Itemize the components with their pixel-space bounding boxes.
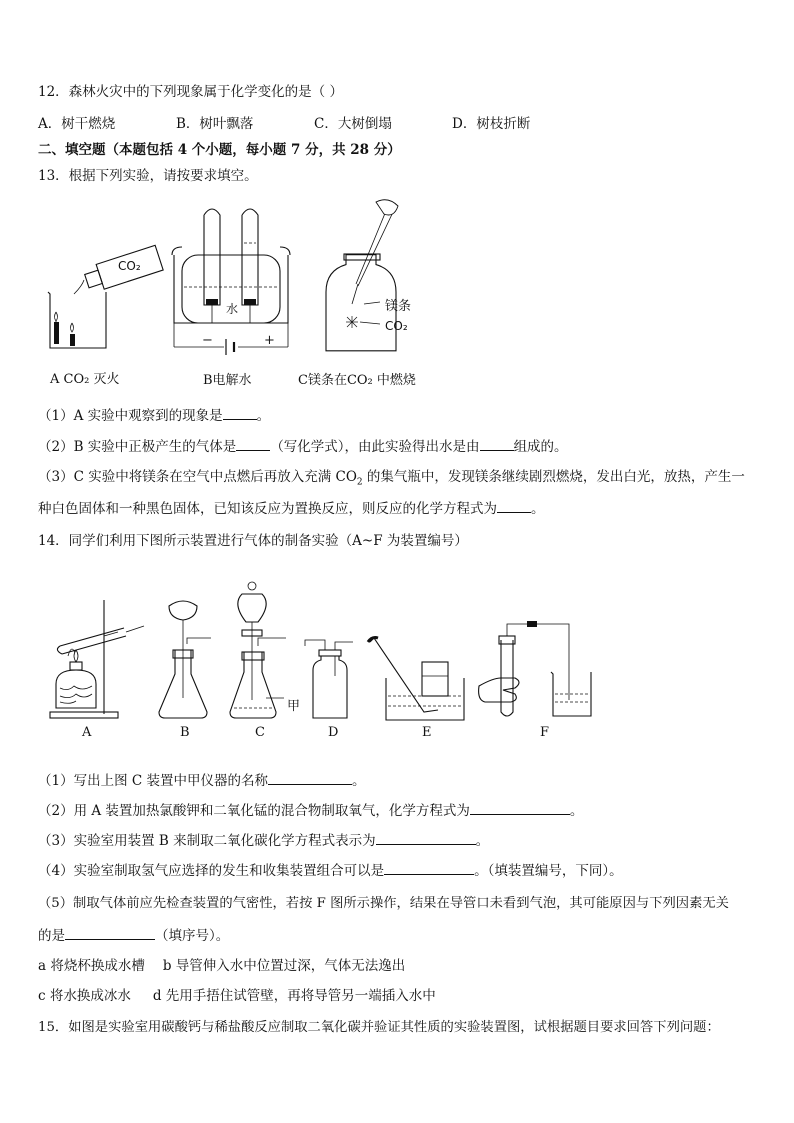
mg-burning-c-drawing: [318, 196, 428, 356]
answer-blank[interactable]: [497, 498, 531, 513]
q13-part2-end: 组成的。: [513, 439, 568, 455]
q13-part2: [38, 436, 568, 457]
mg-strip-label: 镁条: [385, 299, 412, 314]
q13-part3-text-cont: 的集气瓶中，发现镁条继续剧烈燃烧，发出白光，放热，产生一: [362, 469, 745, 485]
q14-part1: [38, 770, 366, 791]
q13-part1-text: （1）A 实验中观察到的现象是: [38, 408, 223, 424]
choice-a: a 将烧杯换成水槽: [38, 958, 145, 974]
q14-part1-end: 。: [352, 773, 366, 789]
apparatus-f-drawing: [475, 620, 595, 724]
q14-part3-end: 。: [475, 833, 490, 849]
caption-b: B电解水: [203, 373, 252, 388]
answer-blank[interactable]: [376, 830, 476, 845]
choice-d: d 先用手捂住试管壁，再将导管另一端插入水中: [152, 988, 436, 1004]
q14-part5-text: 的是: [38, 928, 65, 944]
answer-blank[interactable]: [384, 860, 474, 875]
electrolysis-b-drawing: [168, 195, 298, 355]
jia-label: 甲: [287, 699, 301, 714]
q12-option-c: C．大树倒塌: [314, 116, 392, 132]
q14-part3-text: （3）实验室用装置 B 来制取二氧化碳化学方程式表示为: [38, 833, 376, 849]
water-label: 水: [226, 302, 239, 316]
choice-b: b 导管伸入水中位置过深，气体无法逸出: [162, 958, 406, 974]
subscript: 2: [356, 477, 363, 488]
apparatus-e-drawing: [368, 636, 468, 722]
q14-stem: 14．同学们利用下图所示装置进行气体的制备实验（A~F 为装置编号）: [38, 533, 468, 549]
q14-choices-cd: [38, 986, 436, 1006]
apparatus-a-drawing: [40, 596, 150, 722]
label-b: B: [180, 725, 190, 740]
electrode-plus: +: [264, 333, 275, 348]
section-heading: 二、填空题（本题包括 4 个小题，每小题 7 分，共 28 分）: [38, 142, 401, 158]
q14-part4: [38, 860, 623, 881]
q13-part1-end: 。: [256, 408, 271, 424]
q14-part5-line2: [38, 925, 229, 946]
q12-option-b: B．树叶飘落: [176, 116, 254, 132]
q12-option-d: D．树枝折断: [452, 116, 531, 132]
answer-blank[interactable]: [223, 405, 257, 420]
q13-part3-end: 。: [531, 501, 545, 517]
q14-part5-end: （填序号）。: [155, 928, 230, 944]
electrode-minus: −: [202, 333, 213, 348]
beaker-a-drawing: [40, 240, 160, 355]
q13-part2-mid: （写化学式），由此实验得出水是由: [270, 439, 480, 455]
q14-part2-text: （2）用 A 装置加热氯酸钾和二氧化锰的混合物制取氧气，化学方程式为: [38, 803, 470, 819]
q14-part1-text: （1）写出上图 C 装置中甲仪器的名称: [38, 773, 269, 789]
q14-part2-end: 。: [569, 803, 584, 819]
q14-part2: [38, 800, 583, 821]
label-f: F: [540, 725, 550, 740]
q12-option-a: A．树干燃烧: [38, 116, 116, 132]
answer-blank[interactable]: [480, 436, 514, 451]
label-e: E: [422, 725, 432, 740]
answer-blank[interactable]: [470, 800, 570, 815]
co2-jar-label: CO₂: [385, 319, 408, 333]
q14-part4-text: （4）实验室制取氢气应选择的发生和收集装置组合可以是: [38, 863, 385, 879]
q15-stem: 15．如图是实验室用碳酸钙与稀盐酸反应制取二氧化碳并验证其性质的实验装置图，试根据题目要求回答下列问题：: [38, 1020, 720, 1035]
q14-part5-line1: （5）制取气体前应先检查装置的气密性，若按 F 图所示操作，结果在导管口未看到气泡，其可能原因与下列因素无关: [38, 896, 729, 911]
answer-blank[interactable]: [236, 436, 270, 451]
q13-stem: 13．根据下列实验，请按要求填空。: [38, 168, 258, 184]
caption-a: A CO₂ 灭火: [50, 372, 120, 387]
q14-part4-end: 。（填装置编号，下同）。: [474, 863, 623, 879]
answer-blank[interactable]: [268, 770, 352, 785]
q13-part3-line2: [38, 498, 545, 519]
q13-part3-line2-text: 种白色固体和一种黑色固体，已知该反应为置换反应，则反应的化学方程式为: [38, 501, 497, 517]
answer-blank[interactable]: [65, 925, 155, 940]
q14-choices-ab: [38, 956, 405, 976]
q14-part3: [38, 830, 489, 851]
apparatus-d-drawing: [303, 636, 363, 720]
choice-c: c 将水换成冰水: [38, 988, 131, 1004]
label-c: C: [255, 725, 265, 740]
co2-bottle-label: CO₂: [118, 259, 141, 273]
label-a: A: [82, 725, 92, 740]
apparatus-b-drawing: [155, 598, 225, 722]
q13-part2-text: （2）B 实验中正极产生的气体是: [38, 439, 237, 455]
q12-stem: 12．森林火灾中的下列现象属于化学变化的是（ ）: [38, 84, 343, 100]
label-d: D: [328, 725, 339, 740]
q13-part3-text: （3）C 实验中将镁条在空气中点燃后再放入充满 CO: [38, 469, 357, 485]
caption-c: C镁条在CO₂ 中燃烧: [298, 373, 416, 388]
q13-part1: [38, 405, 270, 426]
q13-part3-line1: [38, 467, 745, 487]
